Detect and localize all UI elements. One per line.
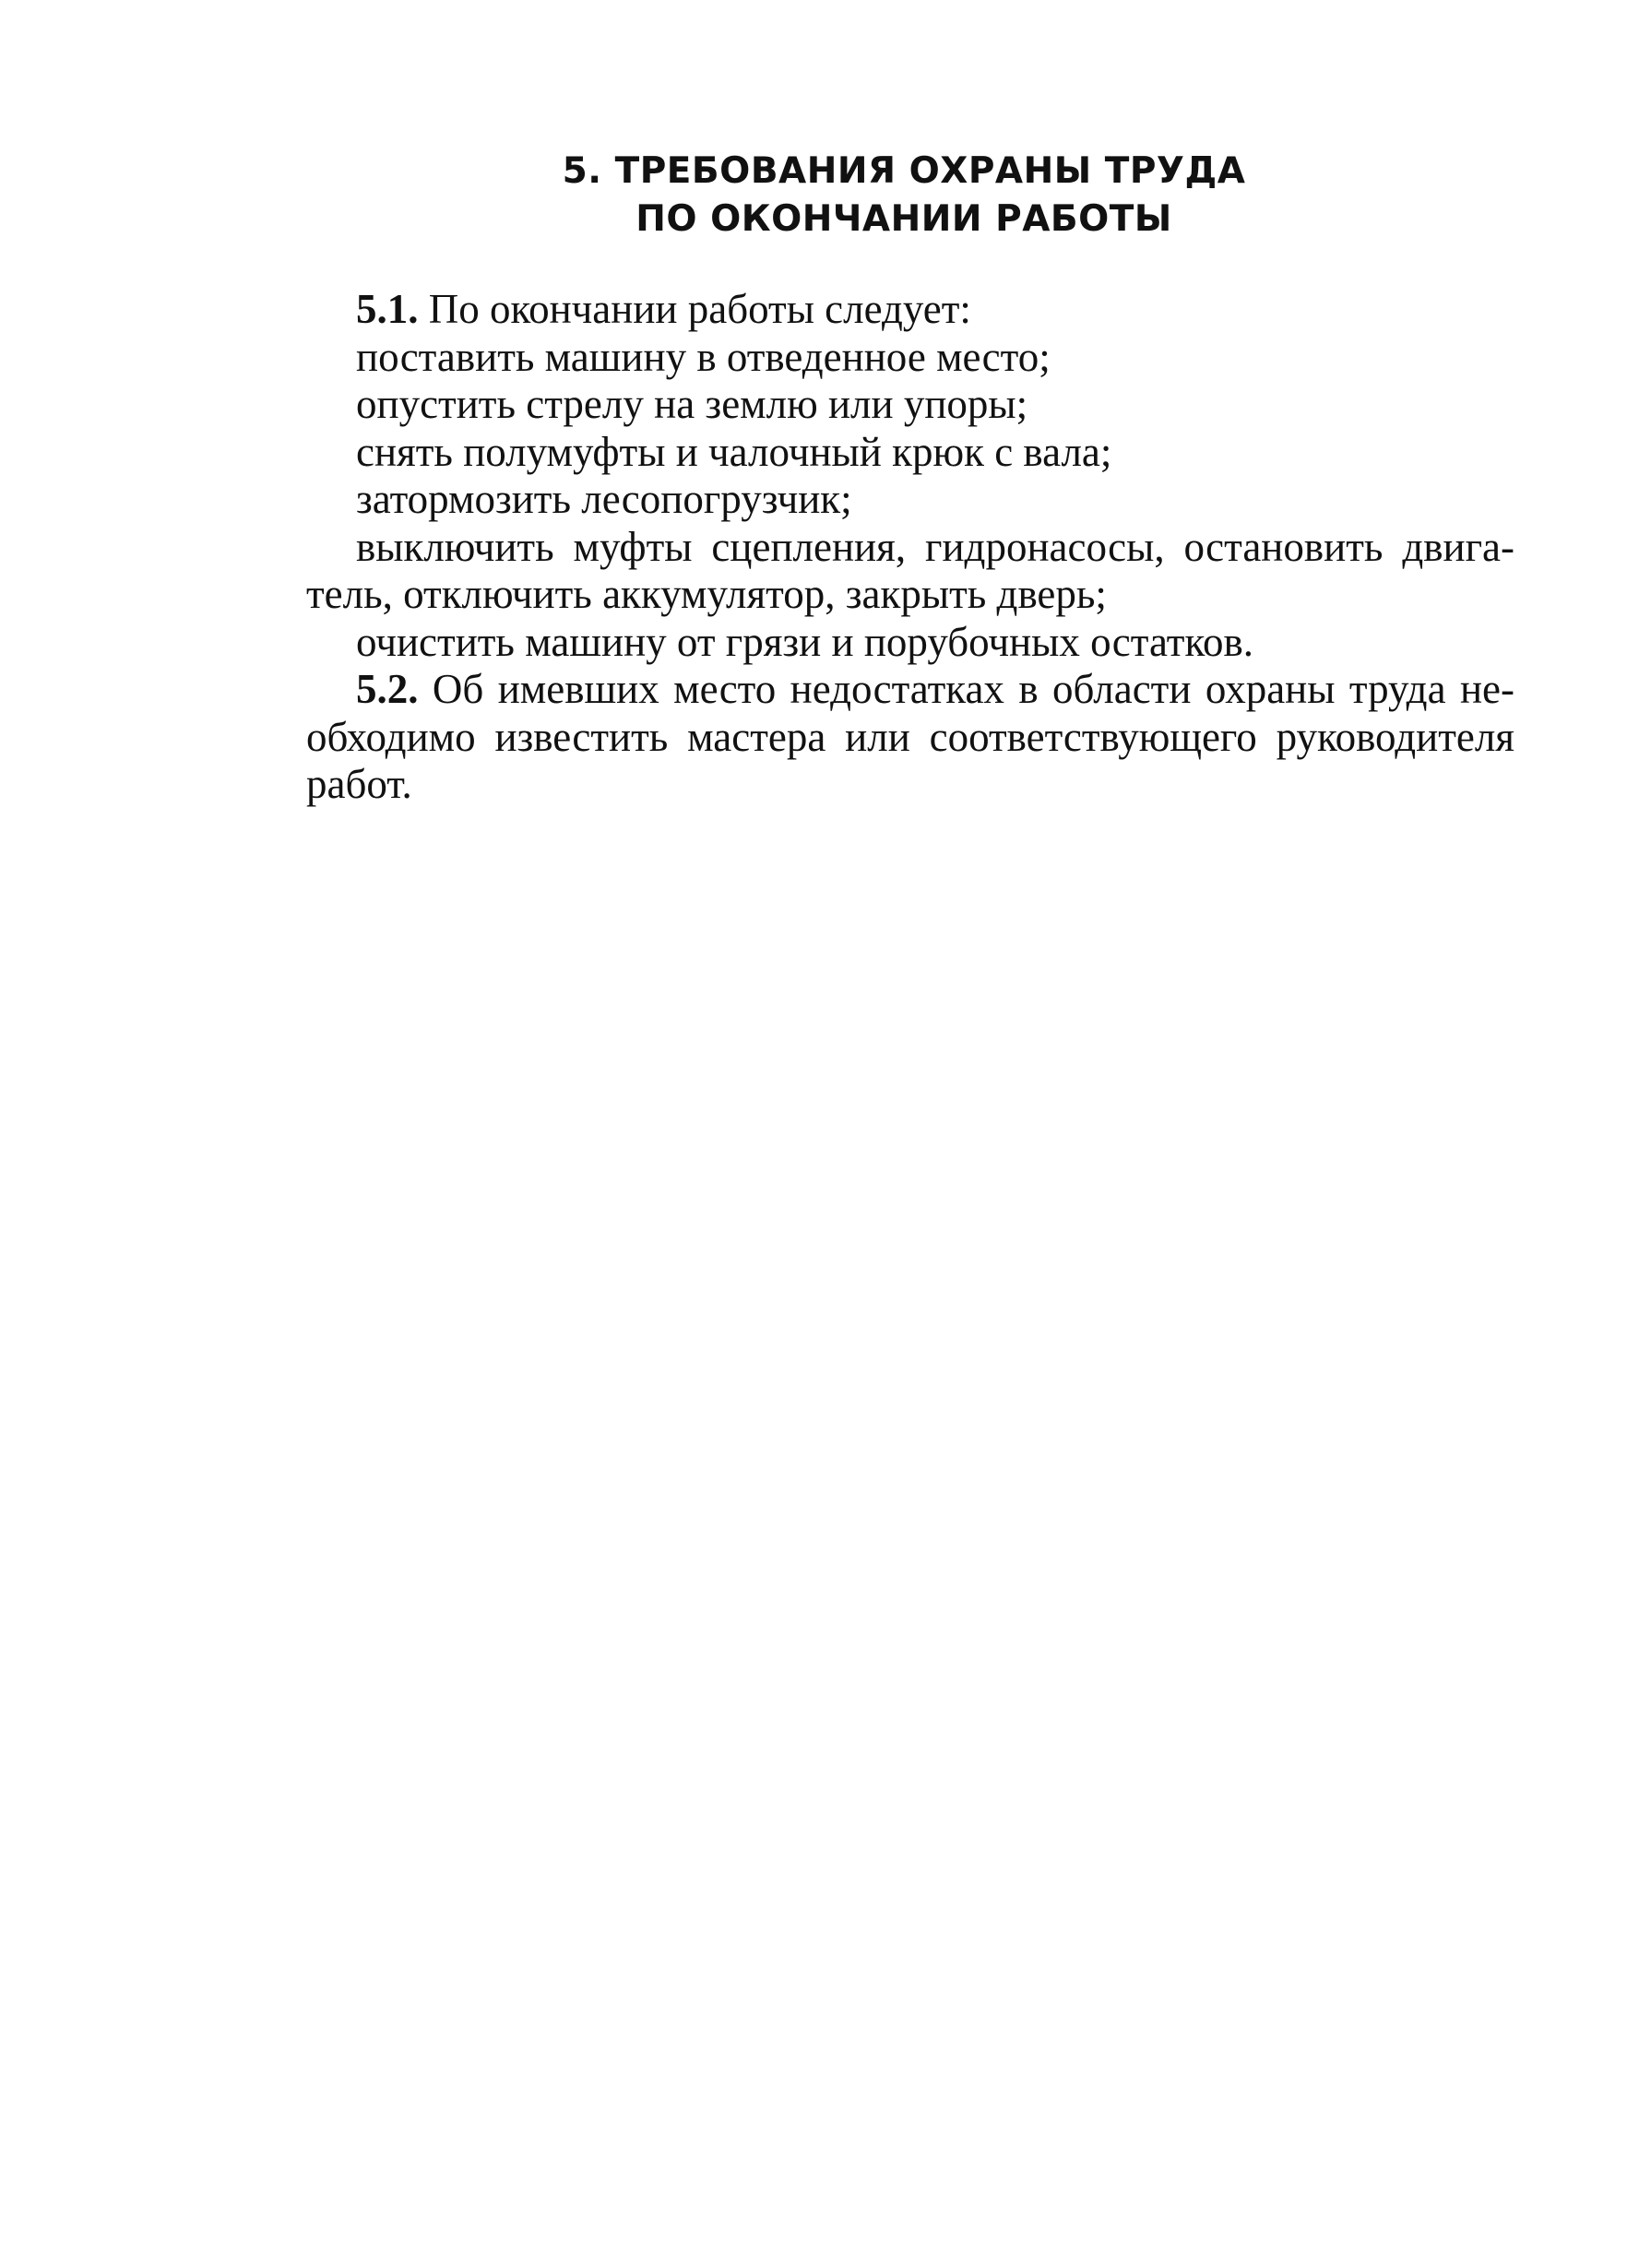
document-body [306,286,1514,809]
list-item: опустить стрелу на землю или упоры; [356,381,1028,427]
list-item-line: тель, отключить аккумулятор, закрыть дверь; [306,571,1107,617]
clause-5-1-intro [306,286,1514,334]
clause-text: Об имевших место недостатках в области охраны труда не- [418,666,1514,712]
heading-line-2: ПО ОКОНЧАНИИ РАБОТЫ [635,198,1172,240]
list-item: затормозить лесопогрузчик; [356,476,852,522]
clause-number: 5.1. [356,286,419,332]
list-item: поставить машину в отведенное место; [356,333,1051,380]
clause-intro-text: По окончании работы следует: [418,286,971,332]
heading-line-1: 5. ТРЕБОВАНИЯ ОХРАНЫ ТРУДА [562,150,1246,192]
list-item-line: выключить муфты сцепления, гидронасосы, остановить двига- [356,523,1514,570]
clause-5-2-line-1 [306,666,1514,714]
section-heading [304,148,1503,243]
list-item: снять полумуфты и чалочный крюк с вала; [356,428,1112,475]
clause-5-2-line-3: работ. [306,761,412,807]
clause-5-2-line-2: обходимо известить мастера или соответствующего руководителя [306,713,1514,760]
clause-number: 5.2. [356,666,419,712]
list-item: очистить машину от грязи и порубочных остатков. [356,618,1254,665]
